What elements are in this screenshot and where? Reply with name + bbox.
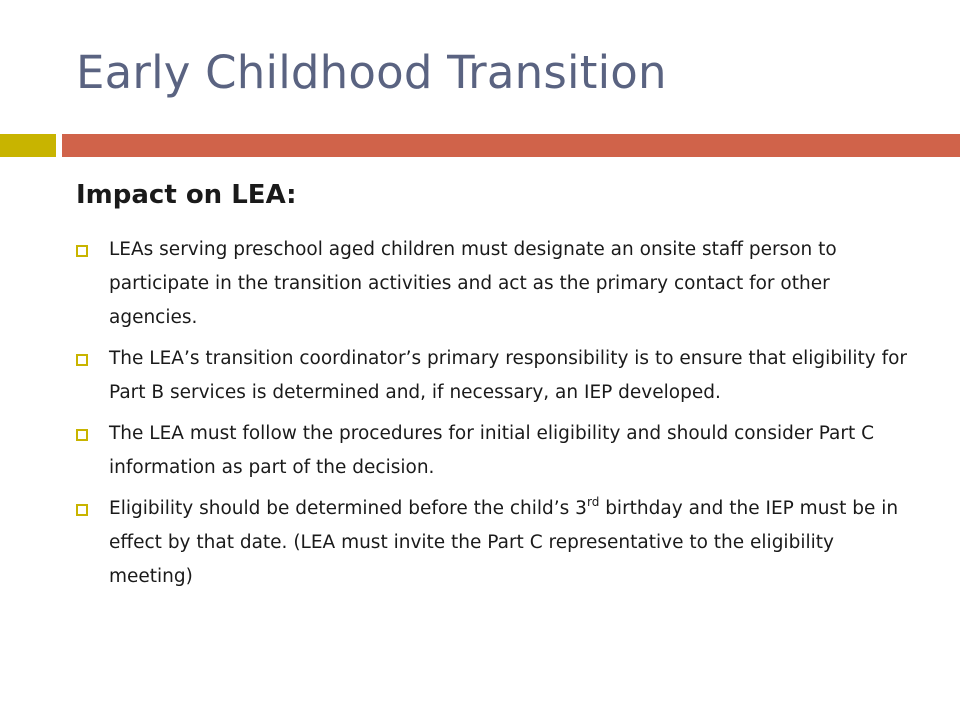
slide-title: Early Childhood Transition bbox=[76, 46, 667, 99]
bullet-text-before: Eligibility should be determined before the child’s 3 bbox=[109, 498, 587, 519]
accent-bar-right bbox=[62, 134, 960, 157]
ordinal-superscript: rd bbox=[586, 495, 600, 509]
accent-bar-left bbox=[0, 134, 56, 157]
bullet-text: LEAs serving preschool aged children must designate an onsite staff person to participate in the transition activities and act as the primary contact for other agencies. bbox=[109, 239, 837, 328]
section-heading: Impact on LEA: bbox=[76, 180, 297, 210]
square-bullet-icon bbox=[76, 504, 88, 516]
square-bullet-icon bbox=[76, 429, 88, 441]
bullet-text-after: birthday and the IEP must be in effect by that date. (LEA must invite the Part C representative to the eligibility meeting) bbox=[109, 498, 899, 587]
bullet-item bbox=[76, 342, 922, 410]
bullet-list bbox=[76, 233, 922, 594]
square-bullet-icon bbox=[76, 245, 88, 257]
bullet-item bbox=[76, 233, 922, 335]
bullet-text: The LEA must follow the procedures for initial eligibility and should consider Part C information as part of the decision. bbox=[109, 423, 875, 478]
bullet-text: The LEA’s transition coordinator’s primary responsibility is to ensure that eligibility for Part B services is determined and, if necessary, an IEP developed. bbox=[109, 348, 908, 403]
bullet-text bbox=[109, 495, 899, 587]
bullet-item bbox=[76, 492, 922, 594]
bullet-item bbox=[76, 417, 922, 485]
square-bullet-icon bbox=[76, 354, 88, 366]
